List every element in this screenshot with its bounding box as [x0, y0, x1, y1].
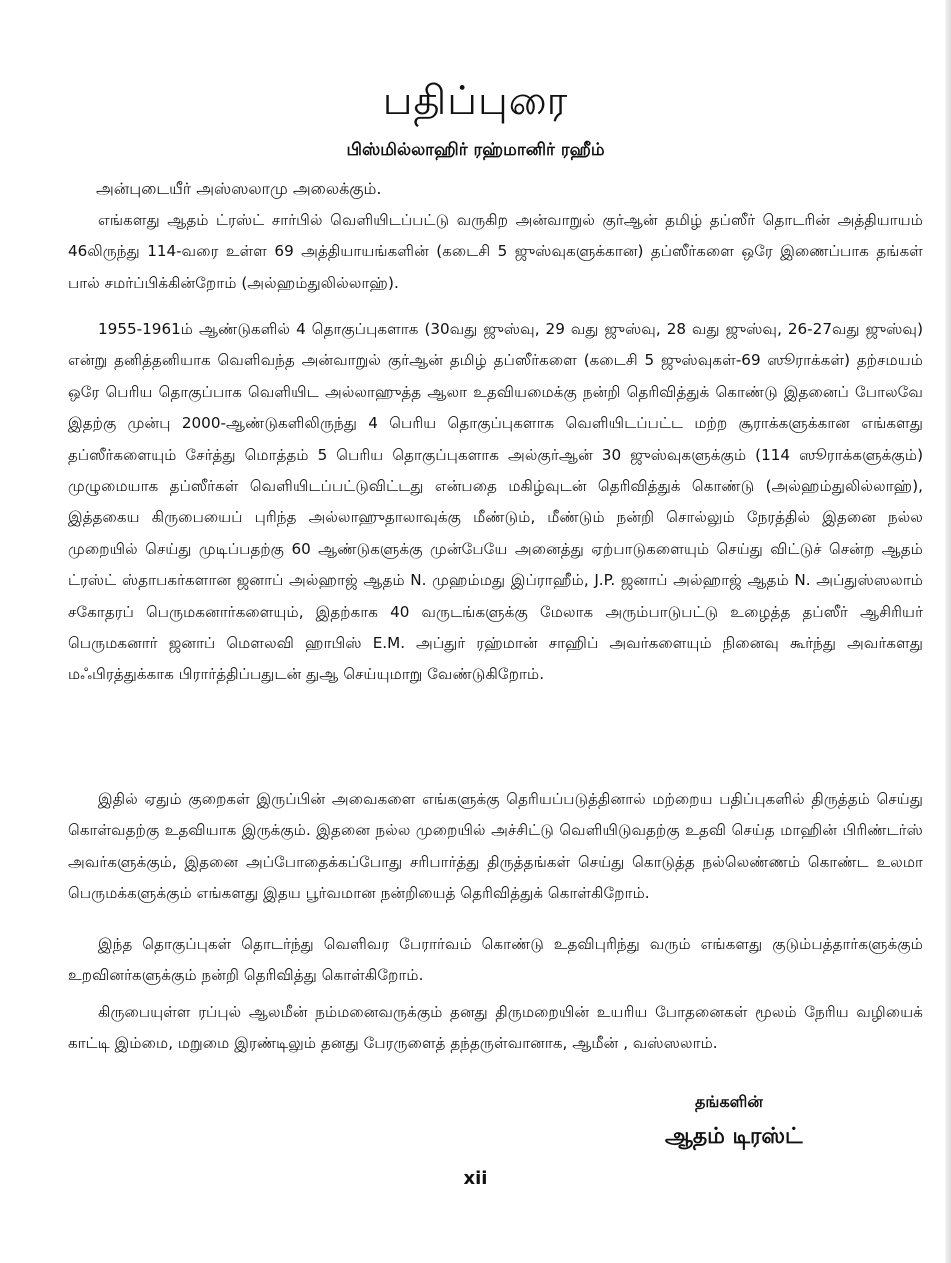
page-number: xii [463, 1168, 488, 1189]
signoff-text: தங்களின் [695, 1092, 763, 1111]
page-title: பதிப்புரை [382, 78, 569, 124]
paragraph-history: 1955-1961ம் ஆண்டுகளில் 4 தொகுப்புகளாக (30வது ஜுஸ்வு, 29 வது ஜுஸ்வு, 28 வது ஜுஸ்வு, 26-27வது ஜுஸ்வு) என்று தனித்தனியாக வெளிவந்த அன்வாறுல் குர்ஆன் தமிழ் தப்ஸீர்களை (கடைசி 5 ஜுஸ்வுகள்-69 ஸூராக்கள்) தற்சமயம் ஒரே பெரிய தொகுப்பாக வெளியிட அல்லாஹுத்த ஆலா உதவியமைக்கு நன்றி தெரிவித்துக் கொண்டு இதனைப் போலவே இதற்கு முன்பு 2000-ஆண்டுகளிலிருந்து 4 பெரிய தொகுப்புகளாக வெளியிடப்பட்ட மற்ற சூராக்களுக்கான எங்களது தப்ஸீர்களையும் சேர்த்து மொத்தம் 5 பெரிய தொகுப்புகளாக அல்குர்ஆன் 30 ஜுஸ்வுகளுக்கும் (114 ஸூராக்களுக்கும்) முழுமையாக தப்ஸீர்கள் வெளியிடப்பட்டுவிட்டது என்பதை மகிழ்வுடன் தெரிவித்துக் கொண்டு (அல்ஹம்துலில்லாஹ்), இத்தகைய கிருபையைப் புரிந்த அல்லாஹுதாலாவுக்கு மீண்டும், மீண்டும் நன்றி சொல்லும் நேரத்தில் இதனை நல்ல முறையில் செய்து முடிப்பதற்கு 60 ஆண்டுகளுக்கு முன்பேயே அனைத்து ஏற்பாடுகளையும் செய்து விட்டுச் சென்ற ஆதம் ட்ரஸ்ட் ஸ்தாபகர்களான ஜனாப் அல்ஹாஜ் ஆதம் N. முஹம்மது இப்ராஹீம், J.P. ஜனாப் அல்ஹாஜ் ஆதம் N. அப்துஸ்ஸலாம் சகோதரப் பெருமகனார்களையும், இதற்காக 40 வருடங்களுக்கு மேலாக அரும்பாடுபட்டு உழைத்த தப்ஸீர் ஆசிரியர் பெருமகனார் ஜனாப் மௌலவி ஹாபிஸ் E.M. அப்துர் ரஹ்மான் சாஹிப் அவர்களையும் நினைவு கூர்ந்து அவர்களது மஃபிரத்துக்காக பிரார்த்திப்பதுடன் துஆ செய்யுமாறு வேண்டுகிறோம். [68, 320, 923, 684]
paragraph-prayer: கிருபையுள்ள ரப்புல் ஆலமீன் நம்மனைவருக்கும் தனது திருமறையின் உயரிய போதனைகள் மூலம் நேரிய வழியைக் காட்டி இம்மை, மறுமை இரண்டிலும் தனது பேரருளைத் தந்தருள்வானாக, ஆமீன் , வஸ்ஸலாம். [68, 1003, 923, 1053]
page-edge-shadow [945, 0, 951, 1263]
paragraph-intro: எங்களது ஆதம் ட்ரஸ்ட் சார்பில் வெளியிடப்பட்டு வருகிற அன்வாறுல் குர்ஆன் தமிழ் தப்ஸீர் தொடரின் அத்தியாயம் 46லிருந்து 114-வரை உள்ள 69 அத்தியாயங்களின் (கடைசி 5 ஜுஸ்வுகளுக்கான) தப்ஸீர்களை ஒரே இணைப்பாக தங்கள் பால் சமர்ப்பிக்கின்றோம் (அல்ஹம்துலில்லாஹ்). [68, 211, 923, 292]
greeting-line: அன்புடையீர் அஸ்ஸலாமு அலைக்கும். [96, 179, 382, 198]
paragraph-thanks-family: இந்த தொகுப்புகள் தொடர்ந்து வெளிவர பேரார்வம் கொண்டு உதவிபுரிந்து வரும் எங்களது குடும்பத்தார்களுக்கும் உறவினர்களுக்கும் நன்றி தெரிவித்து கொள்கிறோம். [68, 935, 923, 985]
bismillah-heading: பிஸ்மில்லாஹிர் ரஹ்மானிர் ரஹீம் [346, 140, 605, 160]
paragraph-corrections: இதில் ஏதும் குறைகள் இருப்பின் அவைகளை எங்களுக்கு தெரியப்படுத்தினால் மற்றைய பதிப்புகளில் திருத்தம் செய்து கொள்வதற்கு உதவியாக இருக்கும். இதனை நல்ல முறையில் அச்சிட்டு வெளியிடுவதற்கு உதவி செய்த மாஹின் பிரிண்டர்ஸ் அவர்களுக்கும், இதனை அப்போதைக்கப்போது சரிபார்த்து திருத்தங்கள் செய்து கொடுத்த நல்லெண்ணம் கொண்ட உலமா பெருமக்களுக்கும் எங்களது இதய பூர்வமான நன்றியைத் தெரிவித்துக் கொள்கிறோம். [68, 790, 923, 903]
organization-signature: ஆதம் டிரஸ்ட் [665, 1124, 803, 1149]
